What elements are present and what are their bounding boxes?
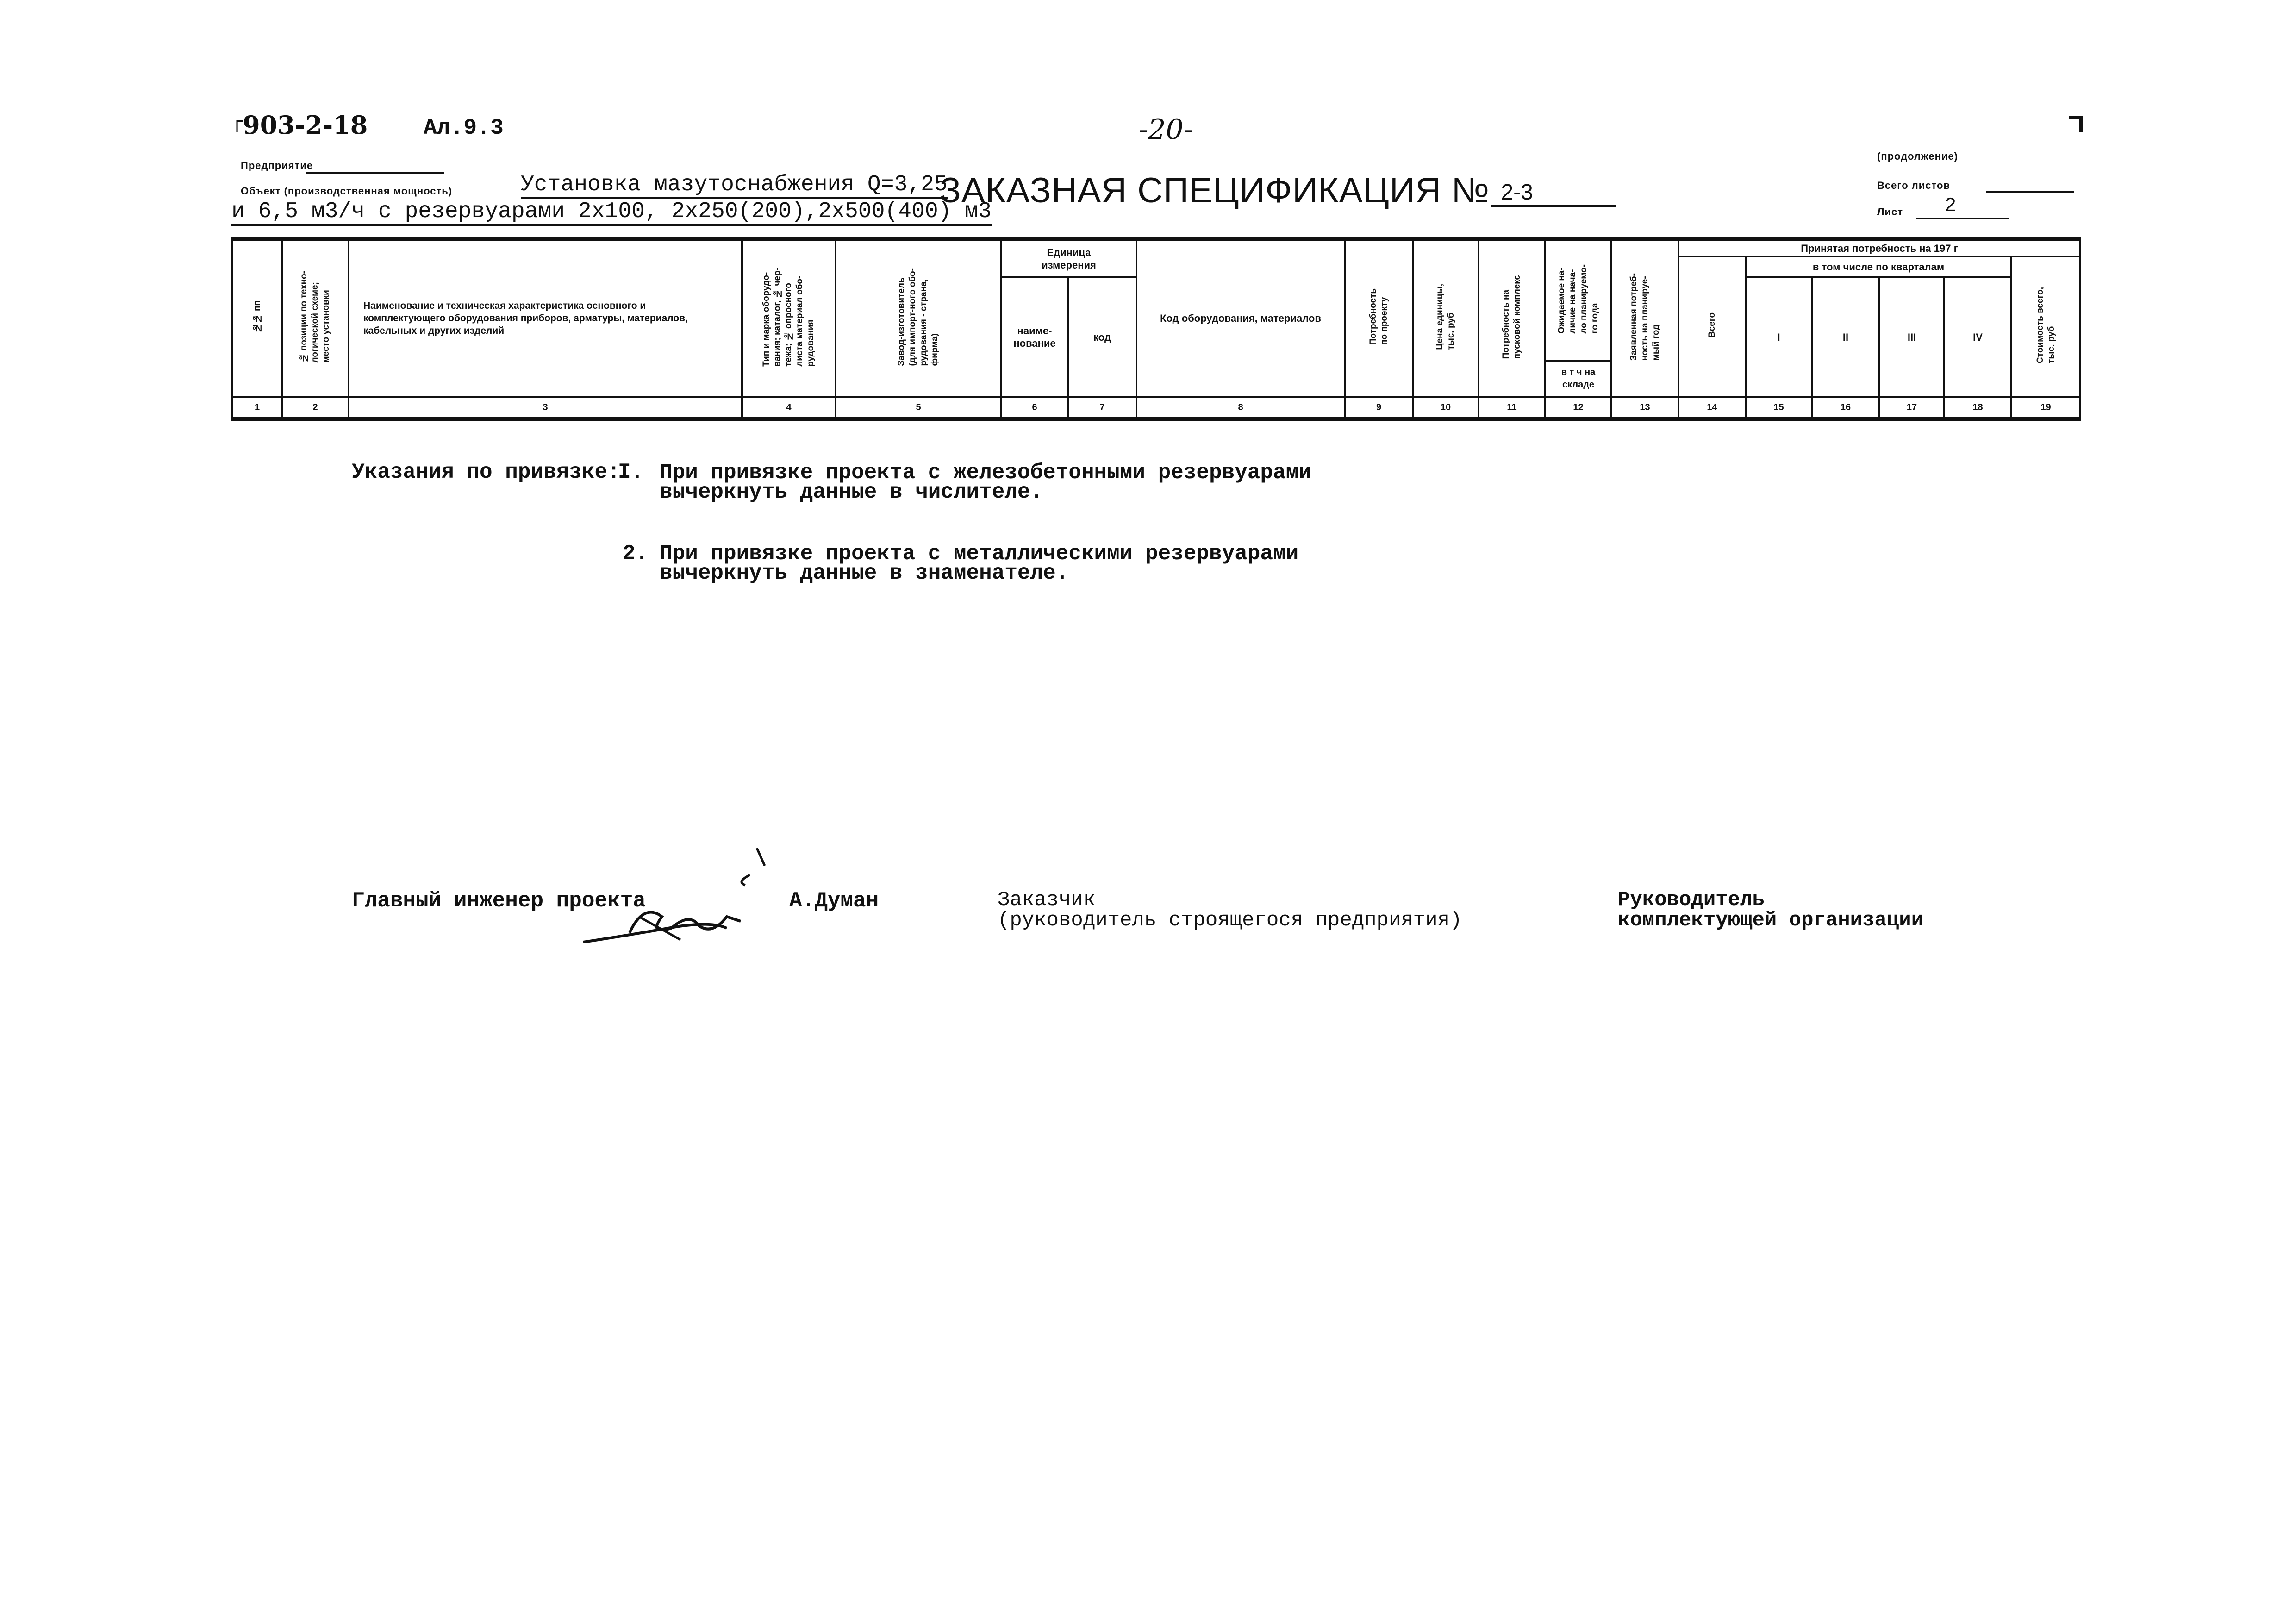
total-sheets-label: Всего листов <box>1877 180 1950 191</box>
sheet-label: Лист <box>1877 206 1903 218</box>
form-title: ЗАКАЗНАЯ СПЕЦИФИКАЦИЯ № <box>940 171 1490 210</box>
th-total: Всего <box>1678 256 1746 397</box>
col-number-3: 3 <box>349 397 742 419</box>
th-quarters-group: в том числе по кварталам <box>1746 256 2011 277</box>
col-number-8: 8 <box>1136 397 1345 419</box>
th-expected: Ожидаемое на- личие на нача- ло планируемо- го года <box>1545 239 1611 361</box>
col-number-14: 14 <box>1678 397 1746 419</box>
note-1-line-1: При привязке проекта с железобетонными резервуарами <box>660 461 1311 485</box>
object-line-1: Установка мазутоснабжения Q=3,25 <box>521 172 948 199</box>
col-number-9: 9 <box>1345 397 1413 419</box>
th-num: №№ пп <box>232 239 282 397</box>
supplier-label: Руководитель <box>1618 888 1765 912</box>
th-price: Цена единицы, тыс. руб <box>1413 239 1479 397</box>
note-1-number: I. <box>618 460 644 484</box>
col-number-10: 10 <box>1413 397 1479 419</box>
supplier-sublabel: комплектующей организации <box>1618 909 1924 932</box>
col-number-4: 4 <box>742 397 836 419</box>
th-unit-group: Единица измерения <box>1001 239 1136 277</box>
col-number-11: 11 <box>1479 397 1545 419</box>
note-2-line-2: вычеркнуть данные в знаменателе. <box>660 561 1069 585</box>
object-label: Объект (производственная мощность) <box>241 185 453 197</box>
continuation-label: (продолжение) <box>1877 150 1958 162</box>
customer-sublabel: (руководитель строящегося предприятия) <box>998 909 1462 932</box>
col-number-1: 1 <box>232 397 282 419</box>
th-name: Наименование и техническая характеристика основного и комплектующего оборудования приборов, арматуры, материалов, кабельных и других изделий <box>349 239 742 397</box>
th-q4: IV <box>1944 277 2011 397</box>
total-sheets-line <box>1986 191 2074 193</box>
spec-number: 2-3 <box>1491 180 1616 207</box>
sheet-value: 2 <box>1916 194 2009 219</box>
th-type: Тип и марка оборудо- вания; каталог, № чер- тежа; № опросного листа материал обо- рудования <box>742 239 836 397</box>
th-declared: Заявленная потреб- ность на планируе- мый год <box>1611 239 1678 397</box>
chief-engineer-name: А.Думан <box>789 889 879 913</box>
signature-scribble <box>574 847 768 954</box>
th-unit-name: наиме-нование <box>1001 277 1068 397</box>
object-line-2: и 6,5 м3/ч с резервуарами 2х100, 2х250(200),2х500(400) м3 <box>231 199 992 226</box>
specification-table <box>231 237 2081 415</box>
col-number-16: 16 <box>1812 397 1879 419</box>
col-number-2: 2 <box>282 397 349 419</box>
col-number-15: 15 <box>1746 397 1812 419</box>
note-2-number: 2. <box>623 542 649 566</box>
th-unit-code: код <box>1068 277 1136 397</box>
th-accepted-group: Принятая потребность на 197 г <box>1678 239 2080 256</box>
corner-mark-left: ┌ <box>231 110 243 132</box>
th-need-project: Потребность по проекту <box>1345 239 1413 397</box>
th-cost: Стоимость всего, тыс. руб <box>2011 256 2080 397</box>
notes-label: Указания по привязке: <box>352 460 620 484</box>
col-number-6: 6 <box>1001 397 1068 419</box>
th-manufacturer: Завод-изготовитель (для импорт-ного обо- рудования - страна, фирма) <box>836 239 1001 397</box>
col-number-18: 18 <box>1944 397 2011 419</box>
th-in-stock: в т ч на складе <box>1545 361 1611 397</box>
th-need-launch: Потребность на пусковой комплекс <box>1479 239 1545 397</box>
series-number: 903-2-18 <box>243 110 368 140</box>
enterprise-label: Предприятие <box>241 160 313 171</box>
enterprise-line <box>306 172 444 174</box>
col-number-5: 5 <box>836 397 1001 419</box>
album-number: Ал.9.3 <box>424 116 504 141</box>
col-number-13: 13 <box>1611 397 1678 419</box>
page-number: -20- <box>1139 113 1193 146</box>
chief-engineer-label: Главный инженер проекта <box>352 889 646 913</box>
col-number-19: 19 <box>2011 397 2080 419</box>
col-number-12: 12 <box>1545 397 1611 419</box>
corner-mark-right <box>2069 116 2083 132</box>
col-number-7: 7 <box>1068 397 1136 419</box>
th-q2: II <box>1812 277 1879 397</box>
note-2-line-1: При привязке проекта с металлическими резервуарами <box>660 542 1299 566</box>
note-1-line-2: вычеркнуть данные в числителе. <box>660 480 1043 504</box>
customer-label: Заказчик <box>998 888 1096 912</box>
th-q1: I <box>1746 277 1812 397</box>
th-q3: III <box>1879 277 1944 397</box>
th-position: № позиции по техно- логической схеме; место установки <box>282 239 349 397</box>
th-code: Код оборудования, материалов <box>1136 239 1345 397</box>
col-number-17: 17 <box>1879 397 1944 419</box>
